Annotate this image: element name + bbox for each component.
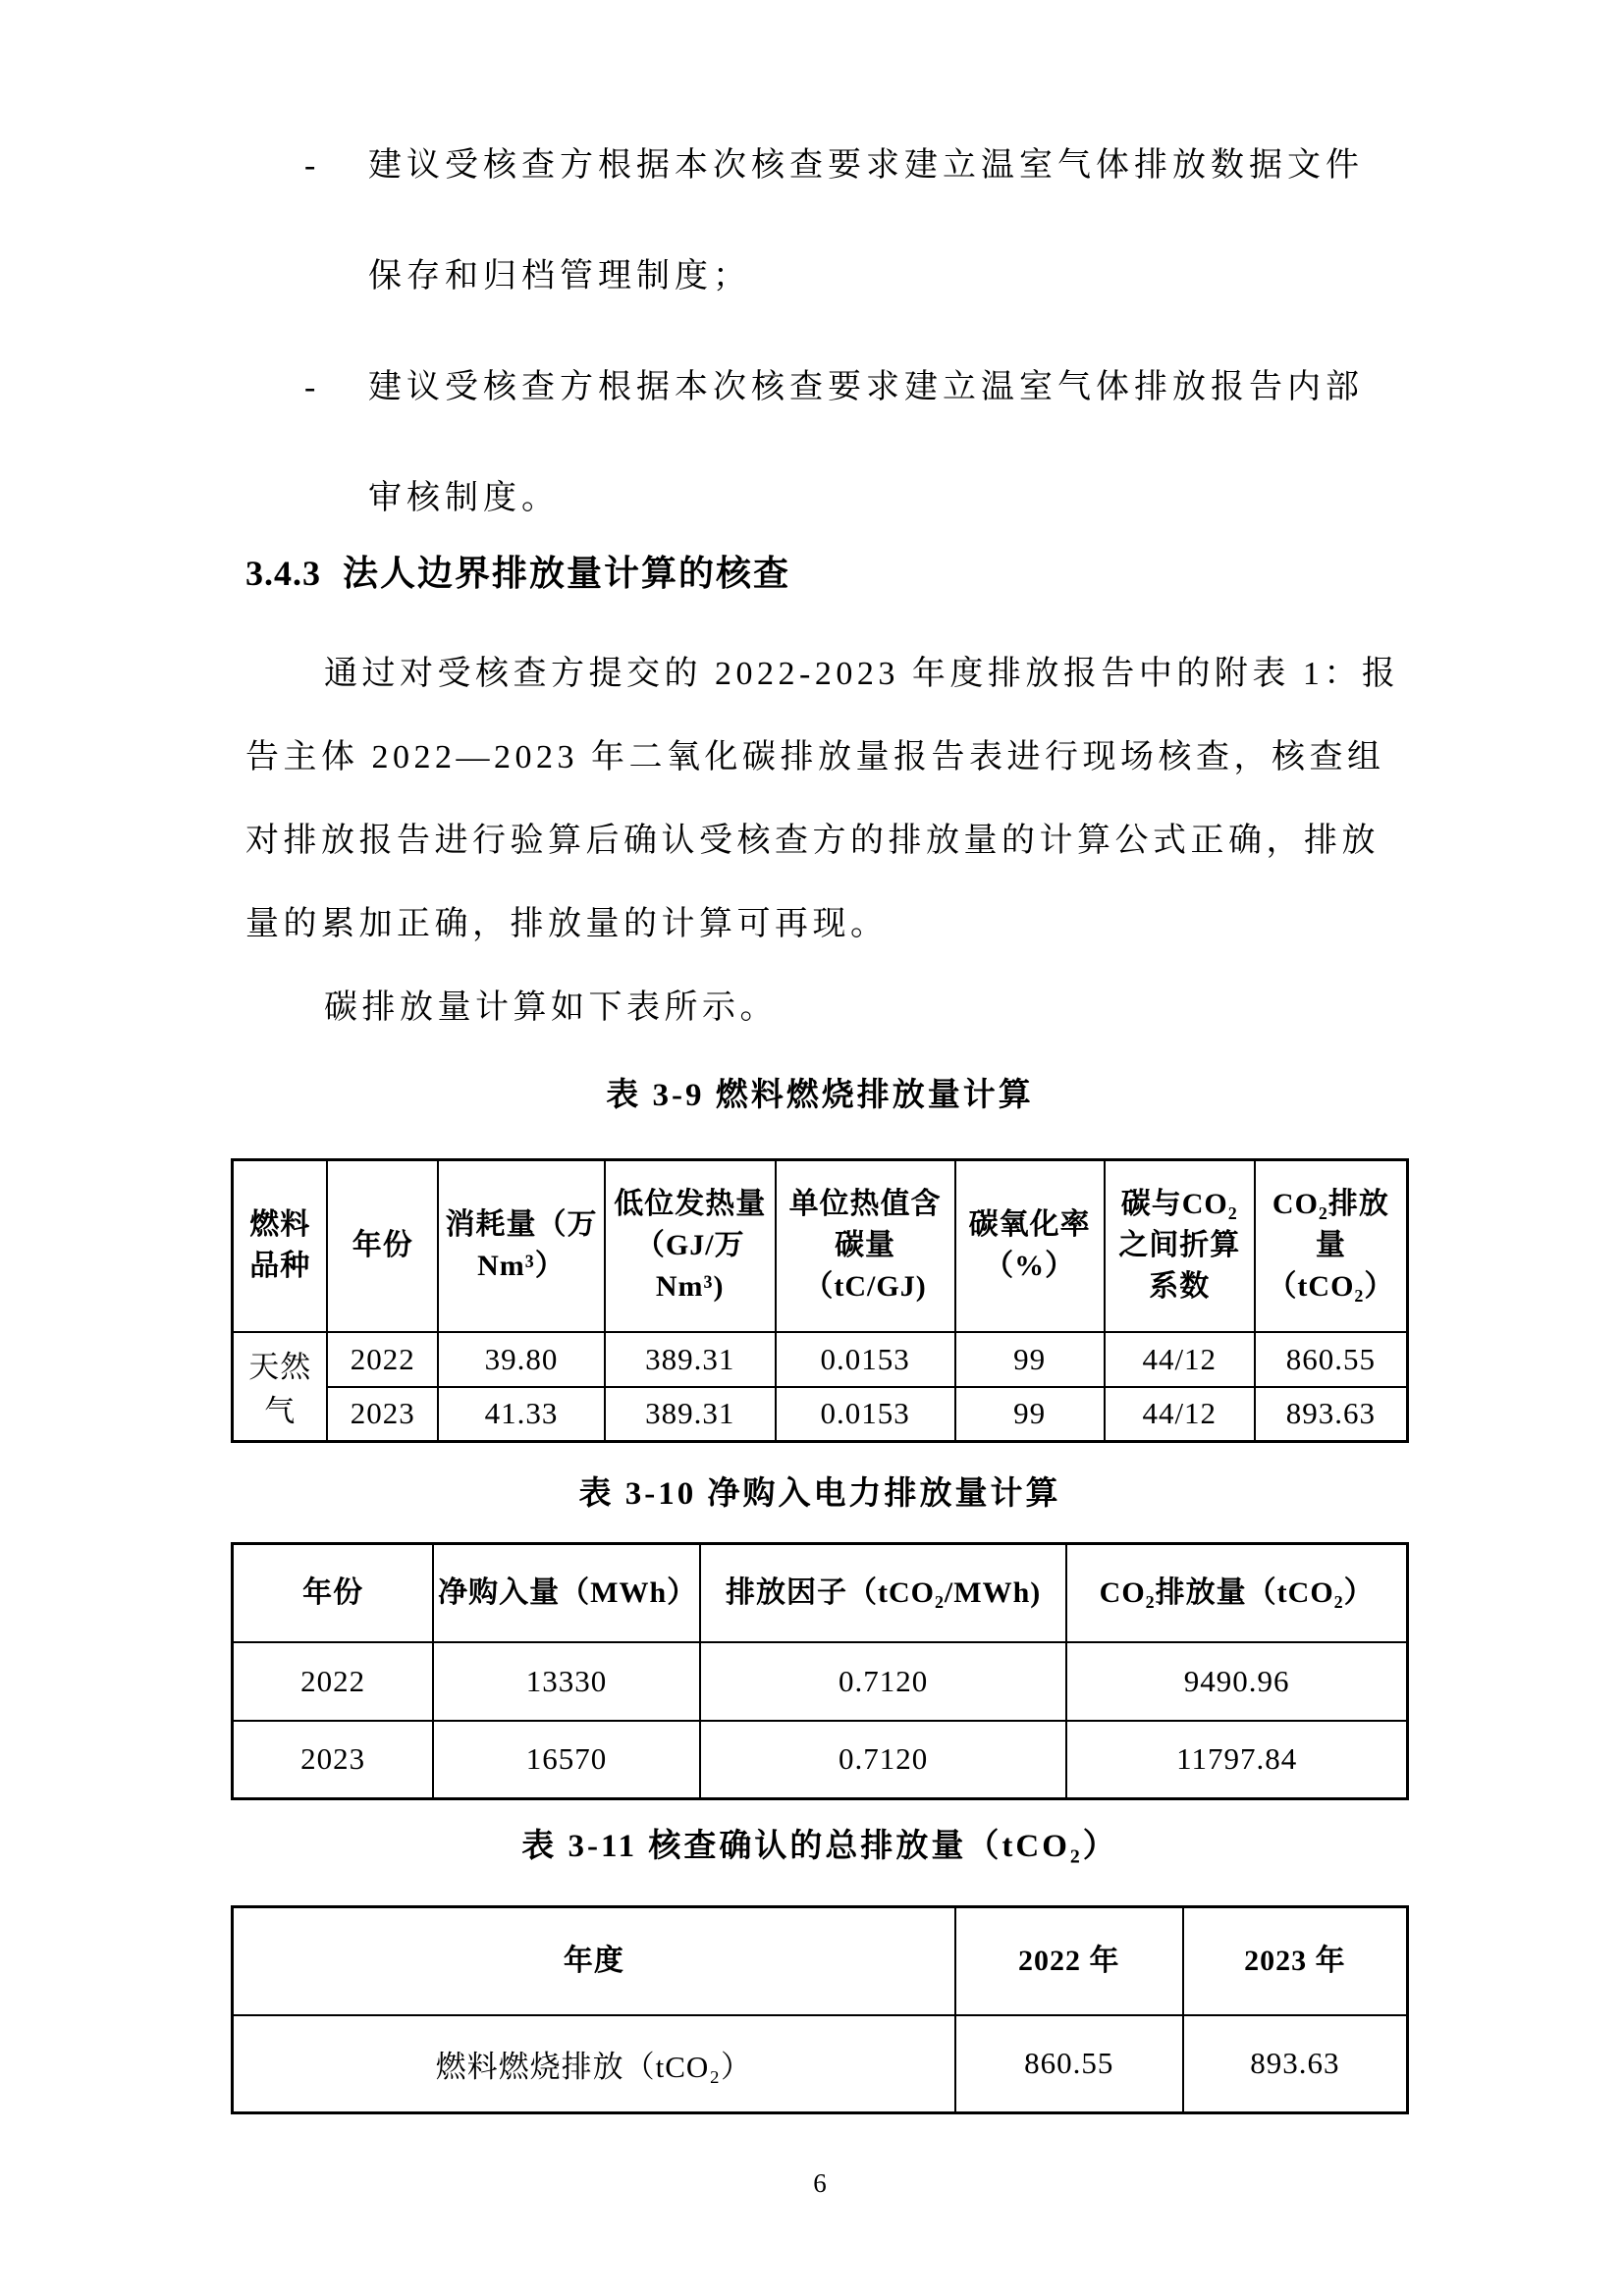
column-header: 排放因子（tCO₂/MWh) [700, 1544, 1066, 1642]
table-cell: 9490.96 [1066, 1642, 1407, 1721]
column-header: CO₂排放量（tCO₂） [1066, 1544, 1407, 1642]
table-cell: 0.0153 [776, 1332, 955, 1387]
column-header: 2022 年 [955, 1907, 1183, 2015]
paragraph-line: 量的累加正确，排放量的计算可再现。 [245, 906, 889, 942]
table-cell: 0.7120 [700, 1642, 1066, 1721]
table-3-10 [231, 1542, 1409, 1800]
table-cell: 16570 [433, 1721, 700, 1799]
table-cell: 2022 [327, 1332, 438, 1387]
section-heading [245, 554, 1409, 593]
page-content [231, 110, 1409, 2203]
table-cell: 44/12 [1105, 1332, 1255, 1387]
bullet-line: 建议受核查方根据本次核查要求建立温室气体排放报告内部 [368, 369, 1364, 405]
table-row [233, 1721, 1408, 1799]
column-header: 燃料品种 [233, 1160, 328, 1332]
table-3-11-title: 表 3-11 核查确认的总排放量（tCO₂） [521, 1829, 1118, 1864]
table-3-9-header-row [233, 1160, 1408, 1332]
bullet-marker: - [304, 369, 316, 405]
column-header: 消耗量（万 Nm³） [438, 1160, 605, 1332]
table-cell: 99 [955, 1387, 1105, 1442]
body-paragraph [231, 632, 1409, 1049]
list-item [304, 332, 1409, 554]
paragraph-line: 对排放报告进行验算后确认受核查方的排放量的计算公式正确，排放 [245, 823, 1380, 859]
section-heading-text: 法人边界排放量计算的核查 [343, 554, 791, 593]
table-cell: 2022 [233, 1642, 434, 1721]
column-header: 2023 年 [1183, 1907, 1408, 2015]
table-cell: 2023 [327, 1387, 438, 1442]
paragraph-line: 告主体 2022—2023 年二氧化碳排放量报告表进行现场核查，核查组 [245, 739, 1385, 775]
section-heading-number: 3.4.3 [245, 554, 321, 593]
table-cell: 44/12 [1105, 1387, 1255, 1442]
column-header: 净购入量（MWh） [433, 1544, 700, 1642]
table-row [233, 1387, 1408, 1442]
table-3-11 [231, 1905, 1409, 2114]
table-cell: 99 [955, 1332, 1105, 1387]
table-3-11-header-row [233, 1907, 1408, 2015]
column-header: 碳氧化率（%） [955, 1160, 1105, 1332]
column-header: 年份 [327, 1160, 438, 1332]
table-cell: 41.33 [438, 1387, 605, 1442]
fuel-type-cell: 天然气 [233, 1332, 328, 1442]
page-number: 6 [813, 2168, 827, 2198]
table-cell: 893.63 [1255, 1387, 1408, 1442]
column-header: 低位发热量（GJ/万 Nm³) [605, 1160, 776, 1332]
table-cell: 389.31 [605, 1387, 776, 1442]
table-cell: 0.7120 [700, 1721, 1066, 1799]
table-cell: 11797.84 [1066, 1721, 1407, 1799]
bullet-marker: - [304, 147, 316, 184]
table-row [233, 2015, 1408, 2113]
bullet-line: 保存和归档管理制度； [368, 258, 751, 294]
table-cell: 燃料燃烧排放（tCO₂） [233, 2015, 955, 2113]
table-cell: 0.0153 [776, 1387, 955, 1442]
table-3-10-title: 表 3-10 净购入电力排放量计算 [578, 1476, 1061, 1512]
column-header: CO₂排放量（tCO₂） [1255, 1160, 1408, 1332]
table-cell: 39.80 [438, 1332, 605, 1387]
table-3-9-title: 表 3-9 燃料燃烧排放量计算 [606, 1078, 1034, 1113]
table-cell: 893.63 [1183, 2015, 1408, 2113]
bullet-text [368, 332, 1409, 554]
bullet-line: 建议受核查方根据本次核查要求建立温室气体排放数据文件 [368, 147, 1364, 184]
table-3-10-header-row [233, 1544, 1408, 1642]
paragraph-line: 通过对受核查方提交的 2022-2023 年度排放报告中的附表 1：报 [324, 656, 1400, 692]
list-item [304, 110, 1409, 332]
table-cell: 13330 [433, 1642, 700, 1721]
table-cell: 389.31 [605, 1332, 776, 1387]
bullet-line: 审核制度。 [368, 480, 560, 516]
column-header: 年份 [233, 1544, 434, 1642]
table-cell: 2023 [233, 1721, 434, 1799]
bullet-text [368, 110, 1409, 332]
paragraph-line: 碳排放量计算如下表所示。 [324, 989, 778, 1026]
column-header: 碳与CO₂之间折算系数 [1105, 1160, 1255, 1332]
table-cell: 860.55 [1255, 1332, 1408, 1387]
table-row [233, 1642, 1408, 1721]
column-header: 年度 [233, 1907, 955, 2015]
table-row [233, 1332, 1408, 1387]
column-header: 单位热值含碳量（tC/GJ) [776, 1160, 955, 1332]
table-cell: 860.55 [955, 2015, 1183, 2113]
table-3-9 [231, 1158, 1409, 1443]
recommendation-list [231, 110, 1409, 554]
